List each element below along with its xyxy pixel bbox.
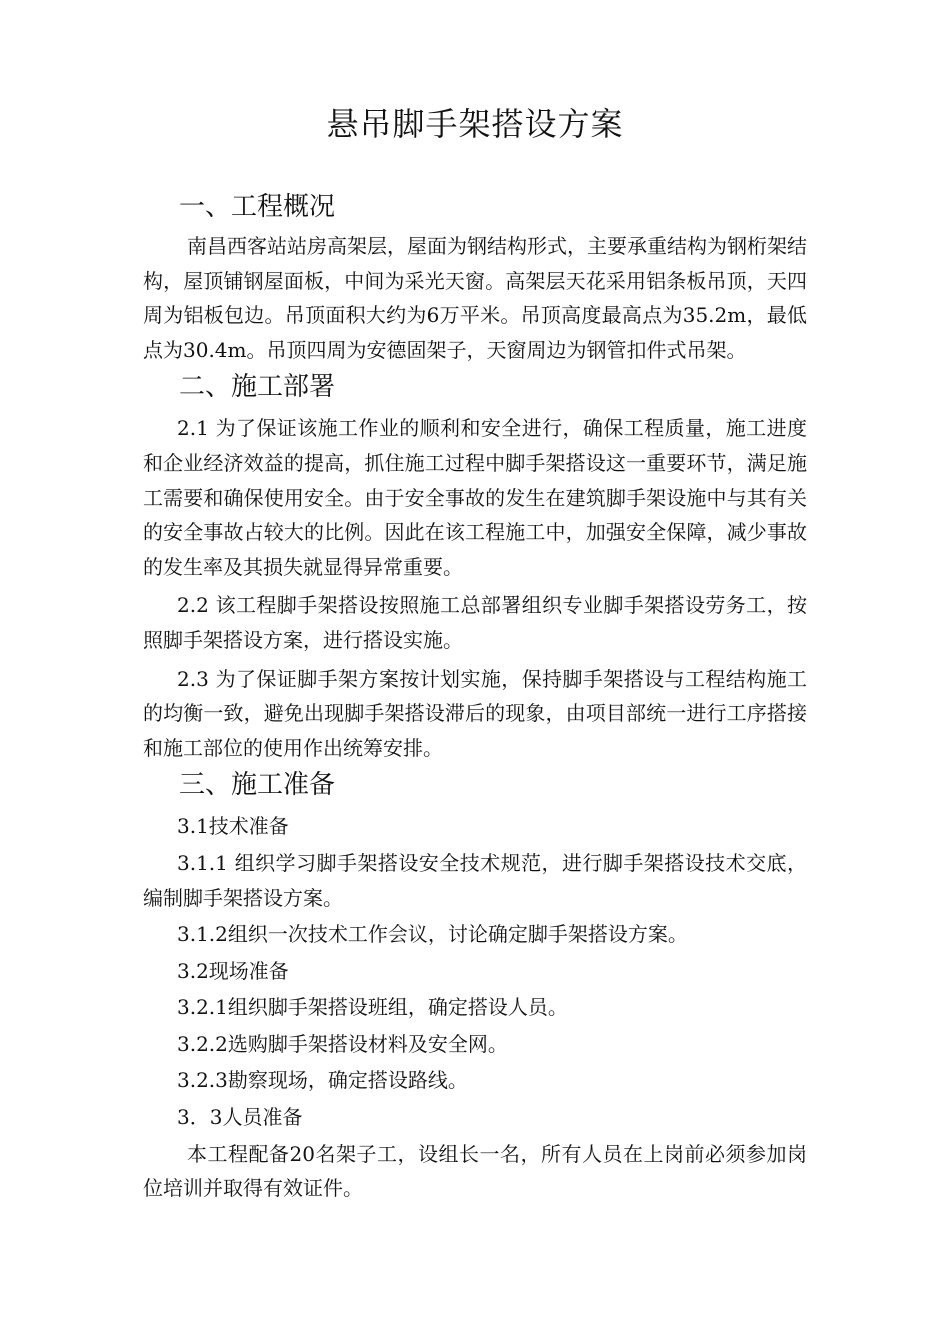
paragraph: 3.2现场准备 bbox=[177, 958, 289, 983]
paragraph: 3.1.2组织一次技术工作会议，讨论确定脚手架搭设方案。 bbox=[177, 922, 688, 947]
paragraph: 3.1技术准备 bbox=[177, 814, 289, 839]
paragraph: 2.1 为了保证该施工作业的顺利和安全进行，确保工程质量，施工进度和企业经济效益的提高，抓住施工过程中脚手架搭设这一重要环节，满足施工需要和确保使用安全。由于安全事故的发生在建筑脚手架设施中与其有关的安全事故占较大的比例。因此在该工程施工中，加强安全保障，减少事故的发生率及其损失就显得异常重要。 bbox=[143, 416, 807, 579]
paragraph: 3.2.1组织脚手架搭设班组，确定搭设人员。 bbox=[177, 995, 568, 1020]
paragraph: 本工程配备20名架子工，设组长一名，所有人员在上岗前必须参加岗位培训并取得有效证件。 bbox=[143, 1141, 807, 1201]
section-heading-deployment: 二、施工部署 bbox=[179, 372, 336, 403]
paragraph: 3.1.1 组织学习脚手架搭设安全技术规范，进行脚手架搭设技术交底，编制脚手架搭设方案。 bbox=[143, 850, 807, 910]
document-body bbox=[143, 187, 807, 1206]
section-heading-preparation: 三、施工准备 bbox=[179, 770, 336, 801]
paragraph: 南昌西客站站房高架层，屋面为钢结构形式，主要承重结构为钢桁架结构，屋顶铺钢屋面板，中间为采光天窗。高架层天花采用铝条板吊顶，天四周为铝板包边。吊顶面积大约为6万平米。吊顶高度最高点为35.2m，最低点为30.4m。吊顶四周为安德固架子，天窗周边为钢管扣件式吊架。 bbox=[143, 234, 807, 362]
paragraph: 3.2.3勘察现场，确定搭设路线。 bbox=[177, 1068, 468, 1093]
document-title: 悬吊脚手架搭设方案 bbox=[326, 105, 624, 143]
paragraph: 3.2.2选购脚手架搭设材料及安全网。 bbox=[177, 1031, 508, 1056]
paragraph: 2.3 为了保证脚手架方案按计划实施，保持脚手架搭设与工程结构施工的均衡一致，避免出现脚手架搭设滞后的现象，由项目部统一进行工序搭接和施工部位的使用作出统筹安排。 bbox=[143, 666, 807, 760]
paragraph: 3．3人员准备 bbox=[177, 1105, 303, 1130]
paragraph: 2.2 该工程脚手架搭设按照施工总部署组织专业脚手架搭设劳务工，按照脚手架搭设方案，进行搭设实施。 bbox=[143, 593, 807, 652]
section-heading-overview: 一、工程概况 bbox=[179, 192, 336, 222]
